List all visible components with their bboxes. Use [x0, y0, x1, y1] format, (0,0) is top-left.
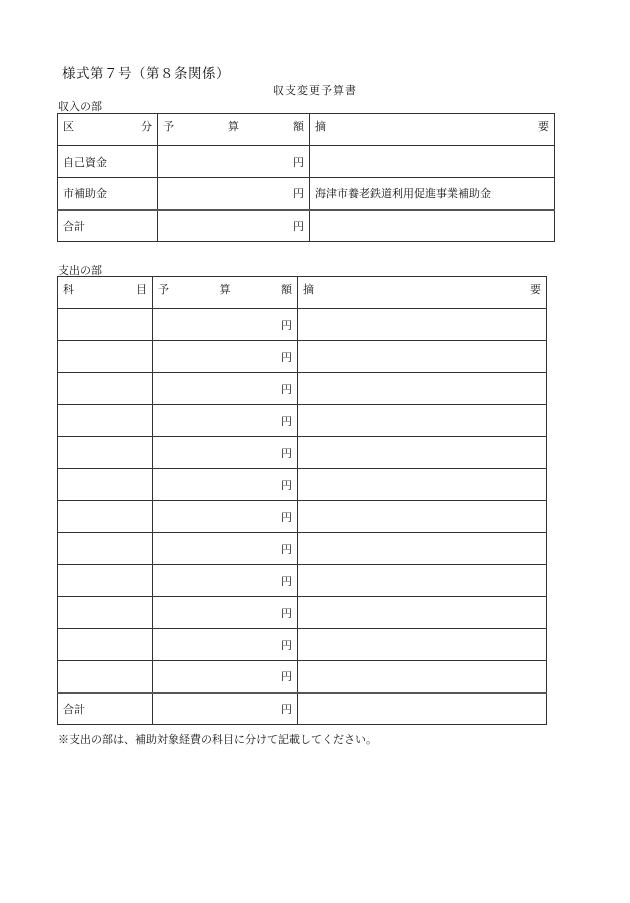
expense-summary-cell[interactable] — [298, 437, 547, 469]
header-summary-char: 要 — [530, 283, 541, 296]
expense-summary-cell[interactable] — [298, 341, 547, 373]
income-category-cell[interactable]: 市補助金 — [58, 178, 158, 210]
expense-item-cell[interactable] — [58, 437, 153, 469]
expense-item-cell[interactable] — [58, 373, 153, 405]
income-summary-cell[interactable] — [310, 146, 555, 178]
income-total-label: 合計 — [58, 210, 158, 242]
expense-summary-cell[interactable] — [298, 533, 547, 565]
expense-amount-cell[interactable]: 円 — [153, 469, 298, 501]
income-row — [58, 178, 555, 210]
expense-item-cell[interactable] — [58, 661, 153, 693]
expense-section-label: 支出の部 — [58, 264, 102, 277]
expense-item-cell[interactable] — [58, 501, 153, 533]
header-budget — [158, 114, 310, 146]
header-budget-char: 額 — [293, 120, 304, 133]
income-total-row — [58, 210, 555, 242]
expense-summary-cell[interactable] — [298, 597, 547, 629]
expense-row — [58, 373, 547, 405]
expense-summary-cell[interactable] — [298, 373, 547, 405]
expense-row — [58, 533, 547, 565]
expense-table — [57, 276, 547, 725]
expense-item-cell[interactable] — [58, 469, 153, 501]
header-summary-char: 摘 — [315, 120, 326, 133]
header-item — [58, 277, 153, 309]
expense-amount-cell[interactable]: 円 — [153, 309, 298, 341]
expense-rows — [58, 309, 547, 693]
expense-summary-cell[interactable] — [298, 661, 547, 693]
expense-row — [58, 661, 547, 693]
expense-summary-cell[interactable] — [298, 469, 547, 501]
expense-header-row — [58, 277, 547, 309]
expense-item-cell[interactable] — [58, 597, 153, 629]
income-category-cell[interactable]: 自己資金 — [58, 146, 158, 178]
income-summary-cell[interactable]: 海津市養老鉄道利用促進事業補助金 — [310, 178, 555, 210]
expense-amount-cell[interactable]: 円 — [153, 565, 298, 597]
expense-amount-cell[interactable]: 円 — [153, 661, 298, 693]
expense-row — [58, 341, 547, 373]
expense-summary-cell[interactable] — [298, 501, 547, 533]
header-budget-char: 予 — [163, 120, 174, 133]
header-category — [58, 114, 158, 146]
income-section-label: 収入の部 — [58, 100, 102, 113]
expense-item-cell[interactable] — [58, 341, 153, 373]
header-item-char: 目 — [136, 283, 147, 296]
header-summary-char: 要 — [538, 120, 549, 133]
expense-total-amount[interactable]: 円 — [153, 693, 298, 725]
header-category-char: 分 — [141, 120, 152, 133]
header-budget-char: 予 — [158, 283, 169, 296]
expense-row — [58, 501, 547, 533]
expense-amount-cell[interactable]: 円 — [153, 341, 298, 373]
form-number: 様式第７号（第８条関係） — [62, 66, 230, 82]
header-budget — [153, 277, 298, 309]
header-summary — [310, 114, 555, 146]
expense-row — [58, 437, 547, 469]
expense-amount-cell[interactable]: 円 — [153, 629, 298, 661]
header-budget-char: 算 — [219, 283, 231, 296]
expense-amount-cell[interactable]: 円 — [153, 437, 298, 469]
income-total-summary[interactable] — [310, 210, 555, 242]
expense-row — [58, 405, 547, 437]
expense-total-label: 合計 — [58, 693, 153, 725]
income-amount-cell[interactable]: 円 — [158, 146, 310, 178]
expense-summary-cell[interactable] — [298, 565, 547, 597]
expense-amount-cell[interactable]: 円 — [153, 373, 298, 405]
expense-summary-cell[interactable] — [298, 405, 547, 437]
expense-total-summary[interactable] — [298, 693, 547, 725]
header-summary-char: 摘 — [303, 283, 314, 296]
expense-row — [58, 309, 547, 341]
expense-item-cell[interactable] — [58, 309, 153, 341]
income-header-row — [58, 114, 555, 146]
expense-total-row — [58, 693, 547, 725]
expense-summary-cell[interactable] — [298, 629, 547, 661]
income-amount-cell[interactable]: 円 — [158, 178, 310, 210]
income-table — [57, 113, 555, 242]
expense-row — [58, 629, 547, 661]
expense-item-cell[interactable] — [58, 629, 153, 661]
expense-row — [58, 565, 547, 597]
expense-row — [58, 597, 547, 629]
header-summary — [298, 277, 547, 309]
expense-item-cell[interactable] — [58, 405, 153, 437]
header-budget-char: 算 — [228, 120, 239, 133]
income-total-amount[interactable]: 円 — [158, 210, 310, 242]
income-row — [58, 146, 555, 178]
expense-summary-cell[interactable] — [298, 309, 547, 341]
expense-amount-cell[interactable]: 円 — [153, 533, 298, 565]
document-title: 収支変更予算書 — [273, 84, 357, 97]
expense-item-cell[interactable] — [58, 533, 153, 565]
expense-amount-cell[interactable]: 円 — [153, 597, 298, 629]
header-item-char: 科 — [63, 283, 74, 296]
header-category-char: 区 — [63, 120, 74, 133]
expense-amount-cell[interactable]: 円 — [153, 405, 298, 437]
expense-item-cell[interactable] — [58, 565, 153, 597]
footnote: ※支出の部は、補助対象経費の科目に分けて記載してください。 — [58, 733, 377, 746]
expense-row — [58, 469, 547, 501]
header-budget-char: 額 — [281, 283, 292, 296]
expense-amount-cell[interactable]: 円 — [153, 501, 298, 533]
